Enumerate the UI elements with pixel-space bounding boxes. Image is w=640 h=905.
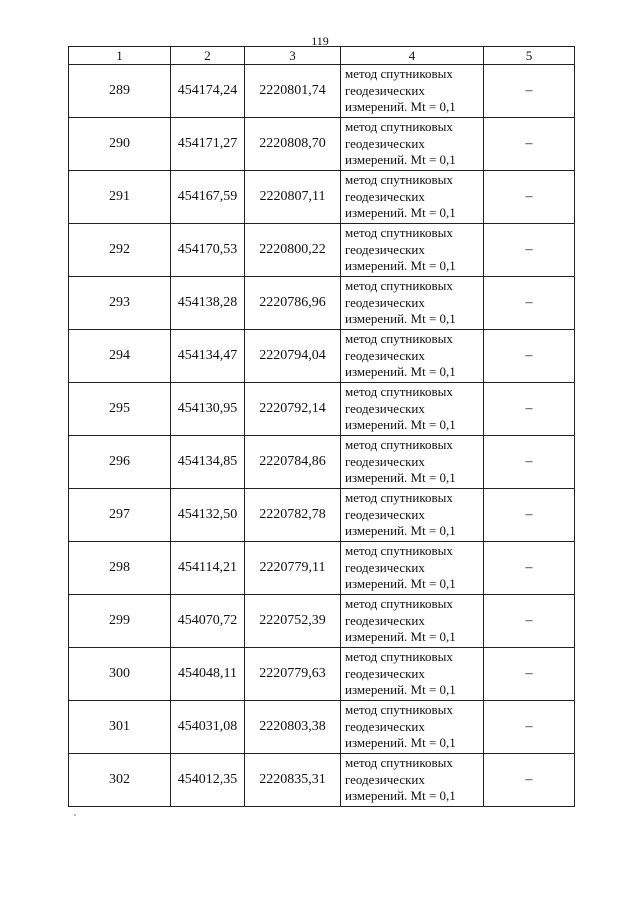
y-coordinate-cell: 2220807,11 [245, 171, 341, 224]
note-dash: – [525, 719, 533, 734]
method-line: геодезических [345, 559, 425, 575]
y-coordinate-cell: 2220779,11 [245, 542, 341, 595]
method-line: измерений. Mt = 0,1 [345, 417, 456, 433]
column-header-5: 5 [484, 47, 575, 65]
note-cell [484, 595, 575, 648]
x-coordinate-cell: 454114,21 [171, 542, 245, 595]
point-number-cell: 295 [69, 383, 171, 436]
y-coordinate-cell: 2220786,96 [245, 277, 341, 330]
y-coordinate-cell: 2220782,78 [245, 489, 341, 542]
note-dash: – [525, 666, 533, 681]
point-number-cell: 292 [69, 224, 171, 277]
method-line: геодезических [345, 506, 425, 522]
method-line: измерений. Mt = 0,1 [345, 470, 456, 486]
point-number-cell: 301 [69, 701, 171, 754]
table-body [69, 65, 575, 807]
method-line: метод спутниковых [345, 384, 453, 400]
table-row [69, 436, 575, 489]
method-line: геодезических [345, 718, 425, 734]
x-coordinate-cell: 454070,72 [171, 595, 245, 648]
method-line: измерений. Mt = 0,1 [345, 788, 456, 804]
x-coordinate-cell: 454171,27 [171, 118, 245, 171]
table-row [69, 118, 575, 171]
note-cell [484, 65, 575, 118]
method-cell [341, 489, 484, 542]
method-line: измерений. Mt = 0,1 [345, 735, 456, 751]
note-dash: – [525, 83, 533, 98]
method-line: геодезических [345, 400, 425, 416]
method-line: измерений. Mt = 0,1 [345, 311, 456, 327]
method-line: геодезических [345, 665, 425, 681]
note-cell [484, 383, 575, 436]
table-row [69, 542, 575, 595]
method-line: метод спутниковых [345, 278, 453, 294]
method-line: метод спутниковых [345, 543, 453, 559]
method-cell [341, 648, 484, 701]
method-line: метод спутниковых [345, 119, 453, 135]
point-number-cell: 296 [69, 436, 171, 489]
table-header [69, 47, 575, 65]
column-header-4: 4 [341, 47, 484, 65]
note-dash: – [525, 560, 533, 575]
note-dash: – [525, 772, 533, 787]
method-line: геодезических [345, 82, 425, 98]
method-line: измерений. Mt = 0,1 [345, 205, 456, 221]
y-coordinate-cell: 2220835,31 [245, 754, 341, 807]
method-line: измерений. Mt = 0,1 [345, 629, 456, 645]
table-row [69, 277, 575, 330]
note-cell [484, 542, 575, 595]
x-coordinate-cell: 454138,28 [171, 277, 245, 330]
note-cell [484, 171, 575, 224]
method-line: метод спутниковых [345, 172, 453, 188]
y-coordinate-cell: 2220794,04 [245, 330, 341, 383]
method-cell [341, 277, 484, 330]
y-coordinate-cell: 2220752,39 [245, 595, 341, 648]
table-row [69, 701, 575, 754]
note-dash: – [525, 295, 533, 310]
page-number: 119 [311, 34, 329, 48]
method-cell [341, 701, 484, 754]
method-line: геодезических [345, 771, 425, 787]
table-row [69, 171, 575, 224]
coordinates-table [68, 46, 575, 807]
method-line: геодезических [345, 294, 425, 310]
method-cell [341, 118, 484, 171]
method-line: измерений. Mt = 0,1 [345, 682, 456, 698]
table-row [69, 224, 575, 277]
x-coordinate-cell: 454170,53 [171, 224, 245, 277]
method-line: измерений. Mt = 0,1 [345, 523, 456, 539]
table-row [69, 595, 575, 648]
note-cell [484, 330, 575, 383]
point-number-cell: 297 [69, 489, 171, 542]
y-coordinate-cell: 2220803,38 [245, 701, 341, 754]
y-coordinate-cell: 2220800,22 [245, 224, 341, 277]
method-line: измерений. Mt = 0,1 [345, 99, 456, 115]
note-dash: – [525, 136, 533, 151]
method-cell [341, 436, 484, 489]
table-row [69, 648, 575, 701]
point-number-cell: 289 [69, 65, 171, 118]
method-cell [341, 542, 484, 595]
method-line: геодезических [345, 188, 425, 204]
method-line: метод спутниковых [345, 702, 453, 718]
scan-speck [74, 814, 76, 816]
x-coordinate-cell: 454130,95 [171, 383, 245, 436]
x-coordinate-cell: 454134,85 [171, 436, 245, 489]
method-line: геодезических [345, 241, 425, 257]
y-coordinate-cell: 2220784,86 [245, 436, 341, 489]
note-cell [484, 489, 575, 542]
note-cell [484, 277, 575, 330]
method-line: метод спутниковых [345, 755, 453, 771]
method-cell [341, 330, 484, 383]
point-number-cell: 291 [69, 171, 171, 224]
column-header-1: 1 [69, 47, 171, 65]
method-line: геодезических [345, 135, 425, 151]
y-coordinate-cell: 2220779,63 [245, 648, 341, 701]
method-cell [341, 754, 484, 807]
table-row [69, 383, 575, 436]
method-cell [341, 171, 484, 224]
y-coordinate-cell: 2220801,74 [245, 65, 341, 118]
x-coordinate-cell: 454167,59 [171, 171, 245, 224]
point-number-cell: 300 [69, 648, 171, 701]
x-coordinate-cell: 454174,24 [171, 65, 245, 118]
method-line: измерений. Mt = 0,1 [345, 258, 456, 274]
method-line: измерений. Mt = 0,1 [345, 576, 456, 592]
method-line: метод спутниковых [345, 490, 453, 506]
x-coordinate-cell: 454048,11 [171, 648, 245, 701]
method-line: метод спутниковых [345, 225, 453, 241]
table-row [69, 754, 575, 807]
method-cell [341, 595, 484, 648]
column-header-2: 2 [171, 47, 245, 65]
method-line: геодезических [345, 347, 425, 363]
point-number-cell: 298 [69, 542, 171, 595]
method-cell [341, 65, 484, 118]
note-cell [484, 754, 575, 807]
method-line: метод спутниковых [345, 331, 453, 347]
method-line: геодезических [345, 453, 425, 469]
x-coordinate-cell: 454031,08 [171, 701, 245, 754]
note-cell [484, 701, 575, 754]
note-cell [484, 224, 575, 277]
method-line: метод спутниковых [345, 596, 453, 612]
method-line: метод спутниковых [345, 649, 453, 665]
y-coordinate-cell: 2220792,14 [245, 383, 341, 436]
note-dash: – [525, 189, 533, 204]
method-cell [341, 224, 484, 277]
note-cell [484, 436, 575, 489]
note-cell [484, 648, 575, 701]
x-coordinate-cell: 454012,35 [171, 754, 245, 807]
point-number-cell: 302 [69, 754, 171, 807]
note-dash: – [525, 401, 533, 416]
point-number-cell: 290 [69, 118, 171, 171]
method-line: измерений. Mt = 0,1 [345, 364, 456, 380]
method-line: измерений. Mt = 0,1 [345, 152, 456, 168]
point-number-cell: 294 [69, 330, 171, 383]
method-line: метод спутниковых [345, 66, 453, 82]
note-dash: – [525, 507, 533, 522]
note-dash: – [525, 348, 533, 363]
method-cell [341, 383, 484, 436]
table-row [69, 330, 575, 383]
y-coordinate-cell: 2220808,70 [245, 118, 341, 171]
note-dash: – [525, 454, 533, 469]
note-cell [484, 118, 575, 171]
column-header-3: 3 [245, 47, 341, 65]
header-row [69, 47, 575, 65]
x-coordinate-cell: 454134,47 [171, 330, 245, 383]
note-dash: – [525, 613, 533, 628]
table-row [69, 489, 575, 542]
method-line: метод спутниковых [345, 437, 453, 453]
point-number-cell: 293 [69, 277, 171, 330]
point-number-cell: 299 [69, 595, 171, 648]
table-row [69, 65, 575, 118]
note-dash: – [525, 242, 533, 257]
x-coordinate-cell: 454132,50 [171, 489, 245, 542]
method-line: геодезических [345, 612, 425, 628]
